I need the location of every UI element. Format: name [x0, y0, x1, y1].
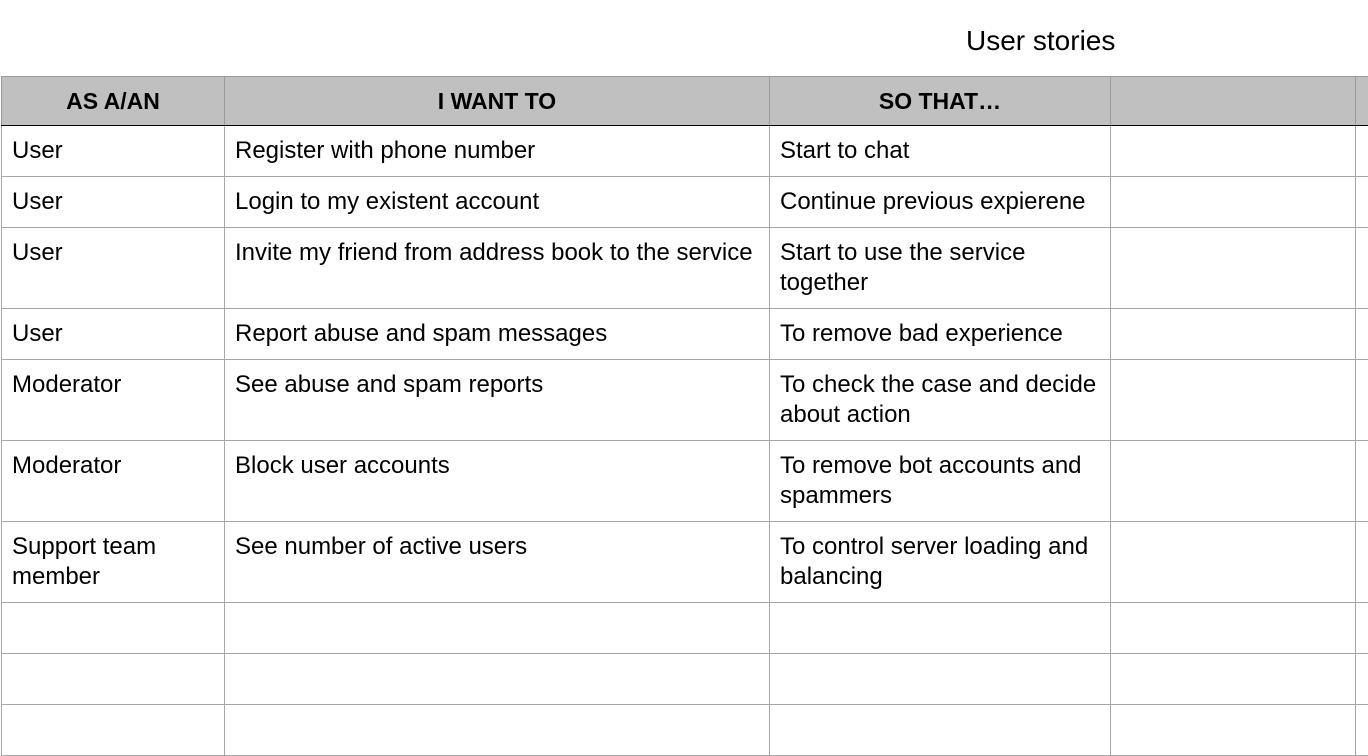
cell-as[interactable]: User — [2, 177, 225, 228]
header-empty-column-4[interactable] — [1111, 77, 1356, 126]
table-row — [2, 177, 1368, 228]
cell-empty[interactable] — [1111, 522, 1356, 603]
table-row — [2, 654, 1368, 705]
cell-as[interactable] — [2, 603, 225, 654]
cell-as[interactable] — [2, 654, 225, 705]
cell-as[interactable] — [2, 705, 225, 756]
cell-as[interactable]: User — [2, 228, 225, 309]
cell-want[interactable]: Register with phone number — [225, 126, 770, 177]
cell-want[interactable]: Login to my existent account — [225, 177, 770, 228]
header-i-want-to[interactable]: I WANT TO — [225, 77, 770, 126]
cell-empty[interactable] — [1356, 654, 1368, 705]
sheet-title: User stories — [966, 25, 1116, 56]
cell-want[interactable]: See abuse and spam reports — [225, 360, 770, 441]
header-so-that[interactable]: SO THAT… — [770, 77, 1111, 126]
cell-empty[interactable] — [1111, 705, 1356, 756]
cell-empty[interactable] — [1356, 177, 1368, 228]
table-row — [2, 228, 1368, 309]
header-empty-column-5[interactable] — [1356, 77, 1368, 126]
cell-empty[interactable] — [1356, 522, 1368, 603]
cell-want[interactable] — [225, 705, 770, 756]
cell-empty[interactable] — [1111, 360, 1356, 441]
cell-want[interactable]: Report abuse and spam messages — [225, 309, 770, 360]
cell-as[interactable]: Moderator — [2, 441, 225, 522]
header-as-a-an[interactable]: AS A/AN — [2, 77, 225, 126]
header-row — [2, 77, 1368, 126]
cell-so-that[interactable] — [770, 654, 1111, 705]
cell-empty[interactable] — [1111, 603, 1356, 654]
cell-so-that[interactable]: To check the case and decide about action — [770, 360, 1111, 441]
cell-empty[interactable] — [1356, 309, 1368, 360]
cell-want[interactable]: See number of active users — [225, 522, 770, 603]
table-row — [2, 126, 1368, 177]
cell-want[interactable]: Block user accounts — [225, 441, 770, 522]
cell-so-that[interactable]: Continue previous expierene — [770, 177, 1111, 228]
table-row — [2, 441, 1368, 522]
table-row — [2, 522, 1368, 603]
table-row — [2, 360, 1368, 441]
cell-as[interactable]: Support team member — [2, 522, 225, 603]
cell-want[interactable] — [225, 603, 770, 654]
cell-empty[interactable] — [1356, 603, 1368, 654]
cell-so-that[interactable]: Start to use the service together — [770, 228, 1111, 309]
cell-as[interactable]: Moderator — [2, 360, 225, 441]
cell-so-that[interactable]: To control server loading and balancing — [770, 522, 1111, 603]
cell-want[interactable]: Invite my friend from address book to the service — [225, 228, 770, 309]
cell-empty[interactable] — [1111, 228, 1356, 309]
cell-so-that[interactable]: To remove bad experience — [770, 309, 1111, 360]
cell-empty[interactable] — [1356, 126, 1368, 177]
cell-empty[interactable] — [1356, 360, 1368, 441]
cell-empty[interactable] — [1356, 705, 1368, 756]
cell-empty[interactable] — [1111, 126, 1356, 177]
table-row — [2, 705, 1368, 756]
cell-empty[interactable] — [1111, 654, 1356, 705]
cell-empty[interactable] — [1111, 177, 1356, 228]
user-stories-table — [1, 76, 1368, 756]
cell-so-that[interactable]: Start to chat — [770, 126, 1111, 177]
cell-want[interactable] — [225, 654, 770, 705]
cell-empty[interactable] — [1111, 309, 1356, 360]
cell-empty[interactable] — [1356, 228, 1368, 309]
table-row — [2, 309, 1368, 360]
cell-as[interactable]: User — [2, 126, 225, 177]
table-row — [2, 603, 1368, 654]
cell-empty[interactable] — [1111, 441, 1356, 522]
cell-empty[interactable] — [1356, 441, 1368, 522]
cell-as[interactable]: User — [2, 309, 225, 360]
cell-so-that[interactable] — [770, 603, 1111, 654]
cell-so-that[interactable]: To remove bot accounts and spammers — [770, 441, 1111, 522]
cell-so-that[interactable] — [770, 705, 1111, 756]
